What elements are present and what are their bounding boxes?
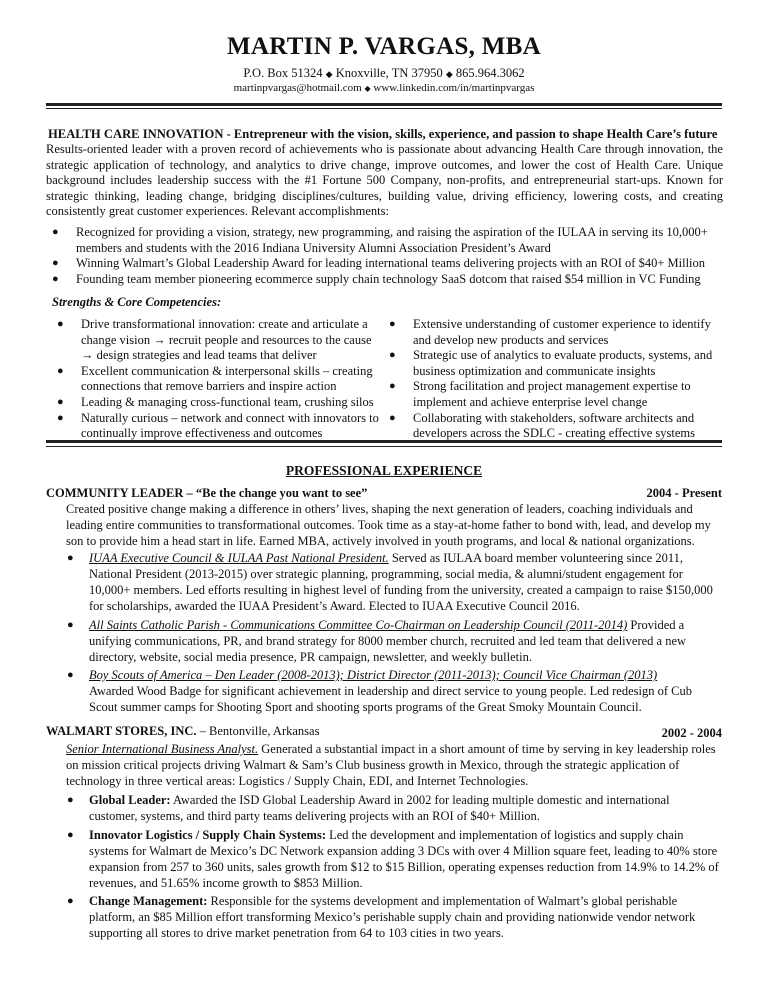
section-divider-thick <box>46 440 722 443</box>
header-divider-thin <box>46 108 722 109</box>
list-item <box>52 256 716 272</box>
competencies-heading: Strengths & Core Competencies: <box>52 295 222 309</box>
role-text: Served as IULAA board member volunteering since 2011, National President (2013-2015) over strategic planning, programming, social media, & alumni/student engagement for 10,000+ members. Led efforts resulting in highest level of funding from the university, created a campaign to raise $150,000 for scholarships, awarded the IUAA President’s Award. Elected to IUAA Executive Council 2016. <box>89 551 713 613</box>
diamond-separator-icon: ◆ <box>364 84 371 93</box>
email-link[interactable]: martinpvargas@hotmail.com <box>233 82 362 94</box>
community-role-iuaa <box>67 550 719 614</box>
bullet-icon: ● <box>67 895 74 907</box>
accomplishment-text: Recognized for providing a vision, strategy, new programming, and raising the aspiration of the IULAA in serving its 10,000+ members and students with the 2016 Indiana University Alumni Association President’s Award <box>76 225 708 255</box>
bullet-icon: ● <box>52 257 59 270</box>
bullet-icon: ● <box>67 619 74 631</box>
community-role-parish <box>67 617 719 665</box>
phone: 865.964.3062 <box>455 66 525 80</box>
list-item <box>52 271 716 288</box>
diamond-separator-icon: ◆ <box>445 69 453 79</box>
city: Knoxville, TN 37950 <box>335 66 443 80</box>
list-item <box>57 394 381 411</box>
community-role-scouts <box>67 667 719 715</box>
header-divider-thick <box>46 103 722 106</box>
bullet-icon: ● <box>57 395 64 408</box>
role-text: Provided a unifying communications, PR, and brand strategy for 8000 member church, recruited and led team that delivered a new directory, website, social media presence, PR campaign, newsletter, and weekly bulletin. <box>89 618 687 664</box>
walmart-highlight-change-management <box>67 893 719 941</box>
bullet-icon: ● <box>57 411 64 424</box>
list-item <box>389 348 713 379</box>
job-dates-community: 2004 - Present <box>646 486 722 500</box>
list-item <box>57 317 381 364</box>
competency-text: Excellent communication & interpersonal skills – creating connections that remove barriers and inspire action <box>81 363 373 394</box>
bullet-icon: ● <box>389 349 396 362</box>
list-item <box>389 317 713 348</box>
company-name: WALMART STORES, INC. <box>46 724 197 738</box>
contact-line-web <box>0 82 768 95</box>
summary-headline: HEALTH CARE INNOVATION - Entrepreneur with the vision, skills, experience, and passion to shape Health Care’s future <box>48 127 718 141</box>
bullet-icon: ● <box>57 364 64 377</box>
bullet-icon: ● <box>67 794 74 806</box>
job-description-community: Created positive change making a difference in others’ lives, shaping the next generation of leaders, coaching individuals and leading entire communities to transformational outcomes. Took time as a stay-at-home father to bond with, lead, and develop my son to provide him a head start in life. Earned MBA, actively involved in youth programs, and local & national organizations. <box>66 502 711 548</box>
highlight-text: Responsible for the systems development and implementation of Walmart’s global perishable platform, an $85 Million effort transforming Mexico’s perishable supply chain and providing nationwide vendor network supporting all stores to drive market penetration from 64 to 103 cities in two years. <box>89 894 696 940</box>
contact-line-address <box>0 66 768 81</box>
highlight-label: Global Leader: <box>89 793 171 807</box>
competency-text: Extensive understanding of customer experience to identify and develop new products and services <box>413 317 711 347</box>
accomplishment-text: Founding team member pioneering ecommerce supply chain technology SaaS dotcom that raised $54 million in VC Funding <box>76 271 701 286</box>
bullet-icon: ● <box>67 552 74 564</box>
role-text: Awarded Wood Badge for significant achievement in leadership and direct service to young people. Led redesign of Cub Scout summer camps for Shooting Sport and shooting sports programs of the Great Smoky Mountain Council. <box>89 684 692 714</box>
highlight-label: Innovator Logistics / Supply Chain Systems: <box>89 828 326 842</box>
job-description-walmart <box>66 741 722 789</box>
linkedin-link[interactable]: www.linkedin.com/in/martinpvargas <box>373 82 535 94</box>
bullet-icon: ● <box>67 669 74 681</box>
competency-text: Drive transformational innovation: create and articulate a change vision → recruit people and resources to the cause → design strategies and lead teams that deliver <box>81 317 372 363</box>
bullet-icon: ● <box>67 829 74 841</box>
bullet-icon: ● <box>389 411 396 424</box>
section-divider-thin <box>46 446 722 447</box>
job-title-walmart <box>46 724 319 739</box>
competencies-right-list <box>389 317 713 442</box>
highlight-text: Awarded the ISD Global Leadership Award in 2002 for leading multiple domestic and international customer, systems, and third party teams delivering projects with an ROI of $40+ Million. <box>89 793 670 823</box>
bullet-icon: ● <box>52 272 59 285</box>
role-title: All Saints Catholic Parish - Communications Committee Co-Chairman on Leadership Council (2011-2014) <box>89 618 628 632</box>
bullet-icon: ● <box>52 226 59 238</box>
accomplishment-text: Winning Walmart’s Global Leadership Award for leading international teams delivering projects with an ROI of $40+ Million <box>76 256 706 271</box>
company-location: – Bentonville, Arkansas <box>196 724 320 738</box>
list-item <box>57 363 381 395</box>
competency-text: Leading & managing cross-functional team, crushing silos <box>81 394 374 409</box>
accomplishments-list <box>52 225 716 287</box>
role-title: IUAA Executive Council & IULAA Past National President. <box>89 551 389 565</box>
bullet-icon: ● <box>57 318 64 330</box>
job-dates-walmart: 2002 - 2004 <box>661 726 722 740</box>
list-item <box>57 410 381 442</box>
position-text: Generated a substantial impact in a short amount of time by serving in key leadership roles on mission critical projects driving Walmart & Sam’s Club business growth in Mexico, through the strategic application of technology in three vertical areas: Logistics / Supply Chain, EDI, and Internet Technologies. <box>66 742 716 788</box>
competencies-left-list <box>57 317 381 442</box>
summary-paragraph: Results-oriented leader with a proven record of achievements who is passionate about advancing Health Care through innovation, the strategic application of technology, and analytics to drive change, improve outcomes, and lower the cost of Health Care. Unique background includes leadership success with the #1 Fortune 500 Company, non-profits, and entrepreneurial start-ups. Known for strategic thinking, leading change, bridging disciplines/cultures, building value, driving efficiency, lowering costs, and creating consistently great customer experiences. Relevant accomplishments: <box>46 142 723 219</box>
competency-text: Strong facilitation and project management expertise to implement and achieve enterprise level change <box>413 379 691 409</box>
competency-text: Strategic use of analytics to evaluate products, systems, and business optimization and communicate insights <box>413 348 713 378</box>
competency-text: Collaborating with stakeholders, software architects and developers across the SDLC - creating effective systems <box>413 410 695 441</box>
list-item <box>389 410 713 442</box>
position-title: Senior International Business Analyst. <box>66 742 259 756</box>
role-title: Boy Scouts of America – Den Leader (2008-2013); District Director (2011-2013); Council Vice Chairman (2013) <box>89 668 658 682</box>
bullet-icon: ● <box>389 318 396 330</box>
walmart-highlight-innovator <box>67 827 719 891</box>
job-title-community: COMMUNITY LEADER – “Be the change you want to see” <box>46 486 368 500</box>
diamond-separator-icon: ◆ <box>325 69 333 79</box>
po-box: P.O. Box 51324 <box>243 66 323 80</box>
list-item <box>389 379 713 410</box>
section-title-experience: PROFESSIONAL EXPERIENCE <box>285 463 483 478</box>
competency-text: Naturally curious – network and connect with innovators to continually improve effectiveness and outcomes <box>81 410 379 441</box>
highlight-text: Led the development and implementation of logistics and supply chain systems for Walmart de Mexico’s DC Network expansion adding 3 DCs with over 4 Million square feet, leading to 40% store expansion from 257 to 360 units, sales growth from $12 to $15 Billion, operating expenses reduction from 14.9% to 14.2% of revenues, and 51.65% income growth to $853 Million. <box>89 828 719 890</box>
highlight-label: Change Management: <box>89 894 208 908</box>
walmart-highlight-global-leader <box>67 792 719 824</box>
resume-name: MARTIN P. VARGAS, MBA <box>226 33 542 60</box>
bullet-icon: ● <box>389 380 396 393</box>
list-item <box>52 225 716 256</box>
